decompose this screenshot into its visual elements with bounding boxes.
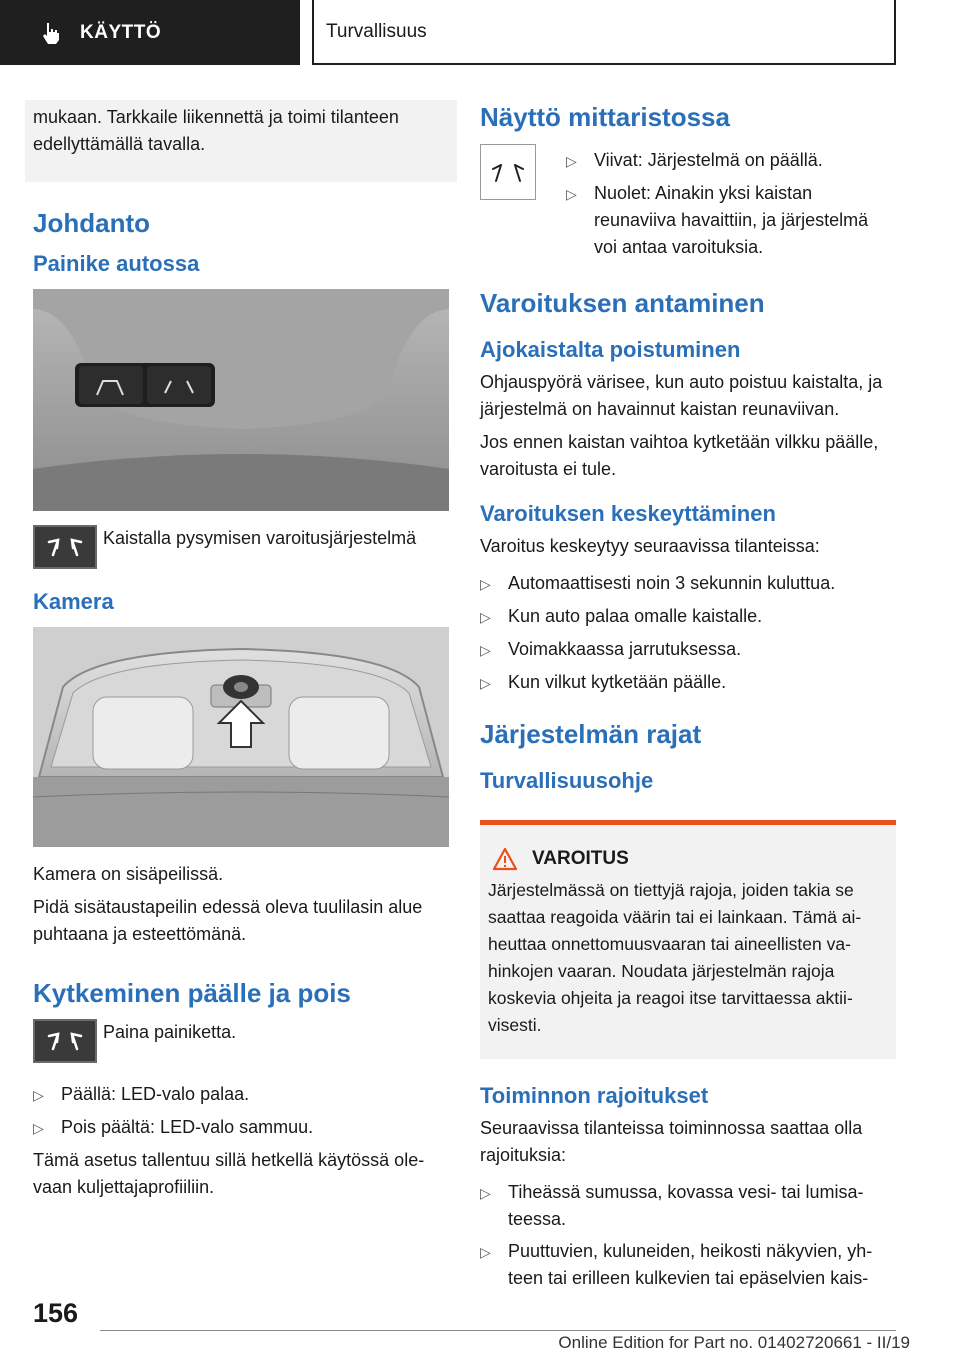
list-item: ▷ Automaattisesti noin 3 sekunnin kuluttua. [480, 570, 896, 598]
warning-triangle-icon [492, 847, 518, 871]
list-item: ▷ Kun vilkut kytketään päälle. [480, 669, 896, 697]
heading-rajat: Järjestelmän rajat [480, 719, 702, 749]
warning-header [488, 847, 888, 871]
list-item: ▷ Nuolet: Ainakin yksi kaistan reunaviiva havaittiin, ja järjestelmä voi antaa varoituksia. [566, 180, 896, 261]
button-photo [33, 289, 449, 511]
heading-turva: Turvallisuusohje [480, 768, 654, 793]
section-title: Turvallisuus [312, 0, 896, 65]
left-column [33, 100, 449, 1207]
bullet-triangle-icon: ▷ [566, 153, 577, 169]
right-column [480, 100, 896, 1297]
camera-text-1: Kamera on sisäpeilissä. [33, 864, 224, 884]
press-row [33, 1019, 449, 1063]
button-legend [33, 525, 449, 569]
intro-text: mukaan. Tarkkaile liikennettä ja toimi tilanteen edellyttämällä tavalla. [33, 107, 399, 154]
list-item: ▷ Pois päältä: LED-valo sammuu. [33, 1114, 449, 1142]
list-item: ▷ Tiheässä sumussa, kovassa vesi- tai lumisateessa. [480, 1179, 896, 1233]
list-item: ▷ Puuttuvien, kuluneiden, heikosti näkyvien, yhteen tai erilleen kulkevien tai epäselvien kais- [480, 1238, 896, 1292]
heading-keskeyt: Varoituksen keskeyttäminen [480, 501, 776, 526]
lane-departure-icon [33, 1019, 97, 1063]
profile-text: Tämä asetus tallentuu sillä hetkellä käytössä olevaan kuljettajaprofiiliin. [33, 1150, 425, 1197]
ajo-text-2: Jos ennen kaistan vaihtoa kytketään vilkku päälle, varoitusta ei tule. [480, 432, 879, 479]
bullet-triangle-icon: ▷ [480, 642, 491, 658]
heading-johdanto: Johdanto [33, 208, 150, 238]
heading-varoituksen: Varoituksen antaminen [480, 288, 765, 318]
camera-photo [33, 627, 449, 847]
bullet-triangle-icon: ▷ [480, 609, 491, 625]
warning-box [480, 820, 896, 1059]
footer-edition: Online Edition for Part no. 01402720661 - II/19 [558, 1333, 910, 1352]
list-item: ▷ Päällä: LED-valo palaa. [33, 1081, 449, 1109]
toiminnon-text: Seuraavissa tilanteissa toiminnossa saattaa olla rajoituksia: [480, 1118, 863, 1165]
hand-pointer-icon [40, 21, 62, 45]
bullet-triangle-icon: ▷ [33, 1120, 44, 1136]
bullet-triangle-icon: ▷ [480, 576, 491, 592]
chapter-tab[interactable] [0, 0, 300, 65]
button-caption: Kaistalla pysymisen varoitusjärjestelmä [103, 528, 417, 548]
page-number: 156 [33, 1298, 79, 1328]
keskeyt-text: Varoitus keskeytyy seuraavissa tilanteissa: [480, 536, 820, 556]
chapter-tab-label: KÄYTTÖ [80, 21, 162, 43]
press-text: Paina painiketta. [103, 1022, 237, 1042]
bullet-triangle-icon: ▷ [480, 1185, 491, 1201]
bullet-triangle-icon: ▷ [33, 1087, 44, 1103]
heading-kytkeminen: Kytkeminen päälle ja pois [33, 978, 351, 1008]
camera-text-2: Pidä sisätaustapeilin edessä oleva tuulilasin alue puhtaana ja esteettömänä. [33, 897, 423, 944]
heading-toiminnon: Toiminnon rajoitukset [480, 1083, 709, 1108]
ajo-text-1: Ohjauspyörä värisee, kun auto poistuu kaistalta, ja järjestelmä on havainnut kaistan reunaviivan. [480, 372, 883, 419]
lane-display-icon [480, 144, 536, 200]
bullet-triangle-icon: ▷ [566, 186, 577, 202]
heading-naytto: Näyttö mittaristossa [480, 102, 730, 132]
heading-kamera: Kamera [33, 589, 114, 614]
list-item: ▷ Viivat: Järjestelmä on päällä. [566, 147, 896, 175]
heading-ajokaistalta: Ajokaistalta poistuminen [480, 337, 741, 362]
warning-text: Järjestelmässä on tiettyjä rajoja, joiden takia se saattaa reagoida väärin tai ei lainkaan. Tämä aiheuttaa onnettomuusvaaran tai aineellisten vahinkojen vaaran. Noudata järjestelmän rajoja koskevia ohjeita ja reagoi itse tarvittaessa aktiivisesti. [488, 880, 862, 1035]
bullet-triangle-icon: ▷ [480, 1244, 491, 1260]
heading-painike: Painike autossa [33, 251, 200, 276]
bullet-triangle-icon: ▷ [480, 675, 491, 691]
display-legend [480, 147, 896, 266]
footer-divider [100, 1330, 896, 1331]
list-item: ▷ Voimakkaassa jarrutuksessa. [480, 636, 896, 664]
intro-box [25, 100, 457, 182]
warning-title: VAROITUS [532, 848, 629, 869]
lane-departure-icon [33, 525, 97, 569]
list-item: ▷ Kun auto palaa omalle kaistalle. [480, 603, 896, 631]
